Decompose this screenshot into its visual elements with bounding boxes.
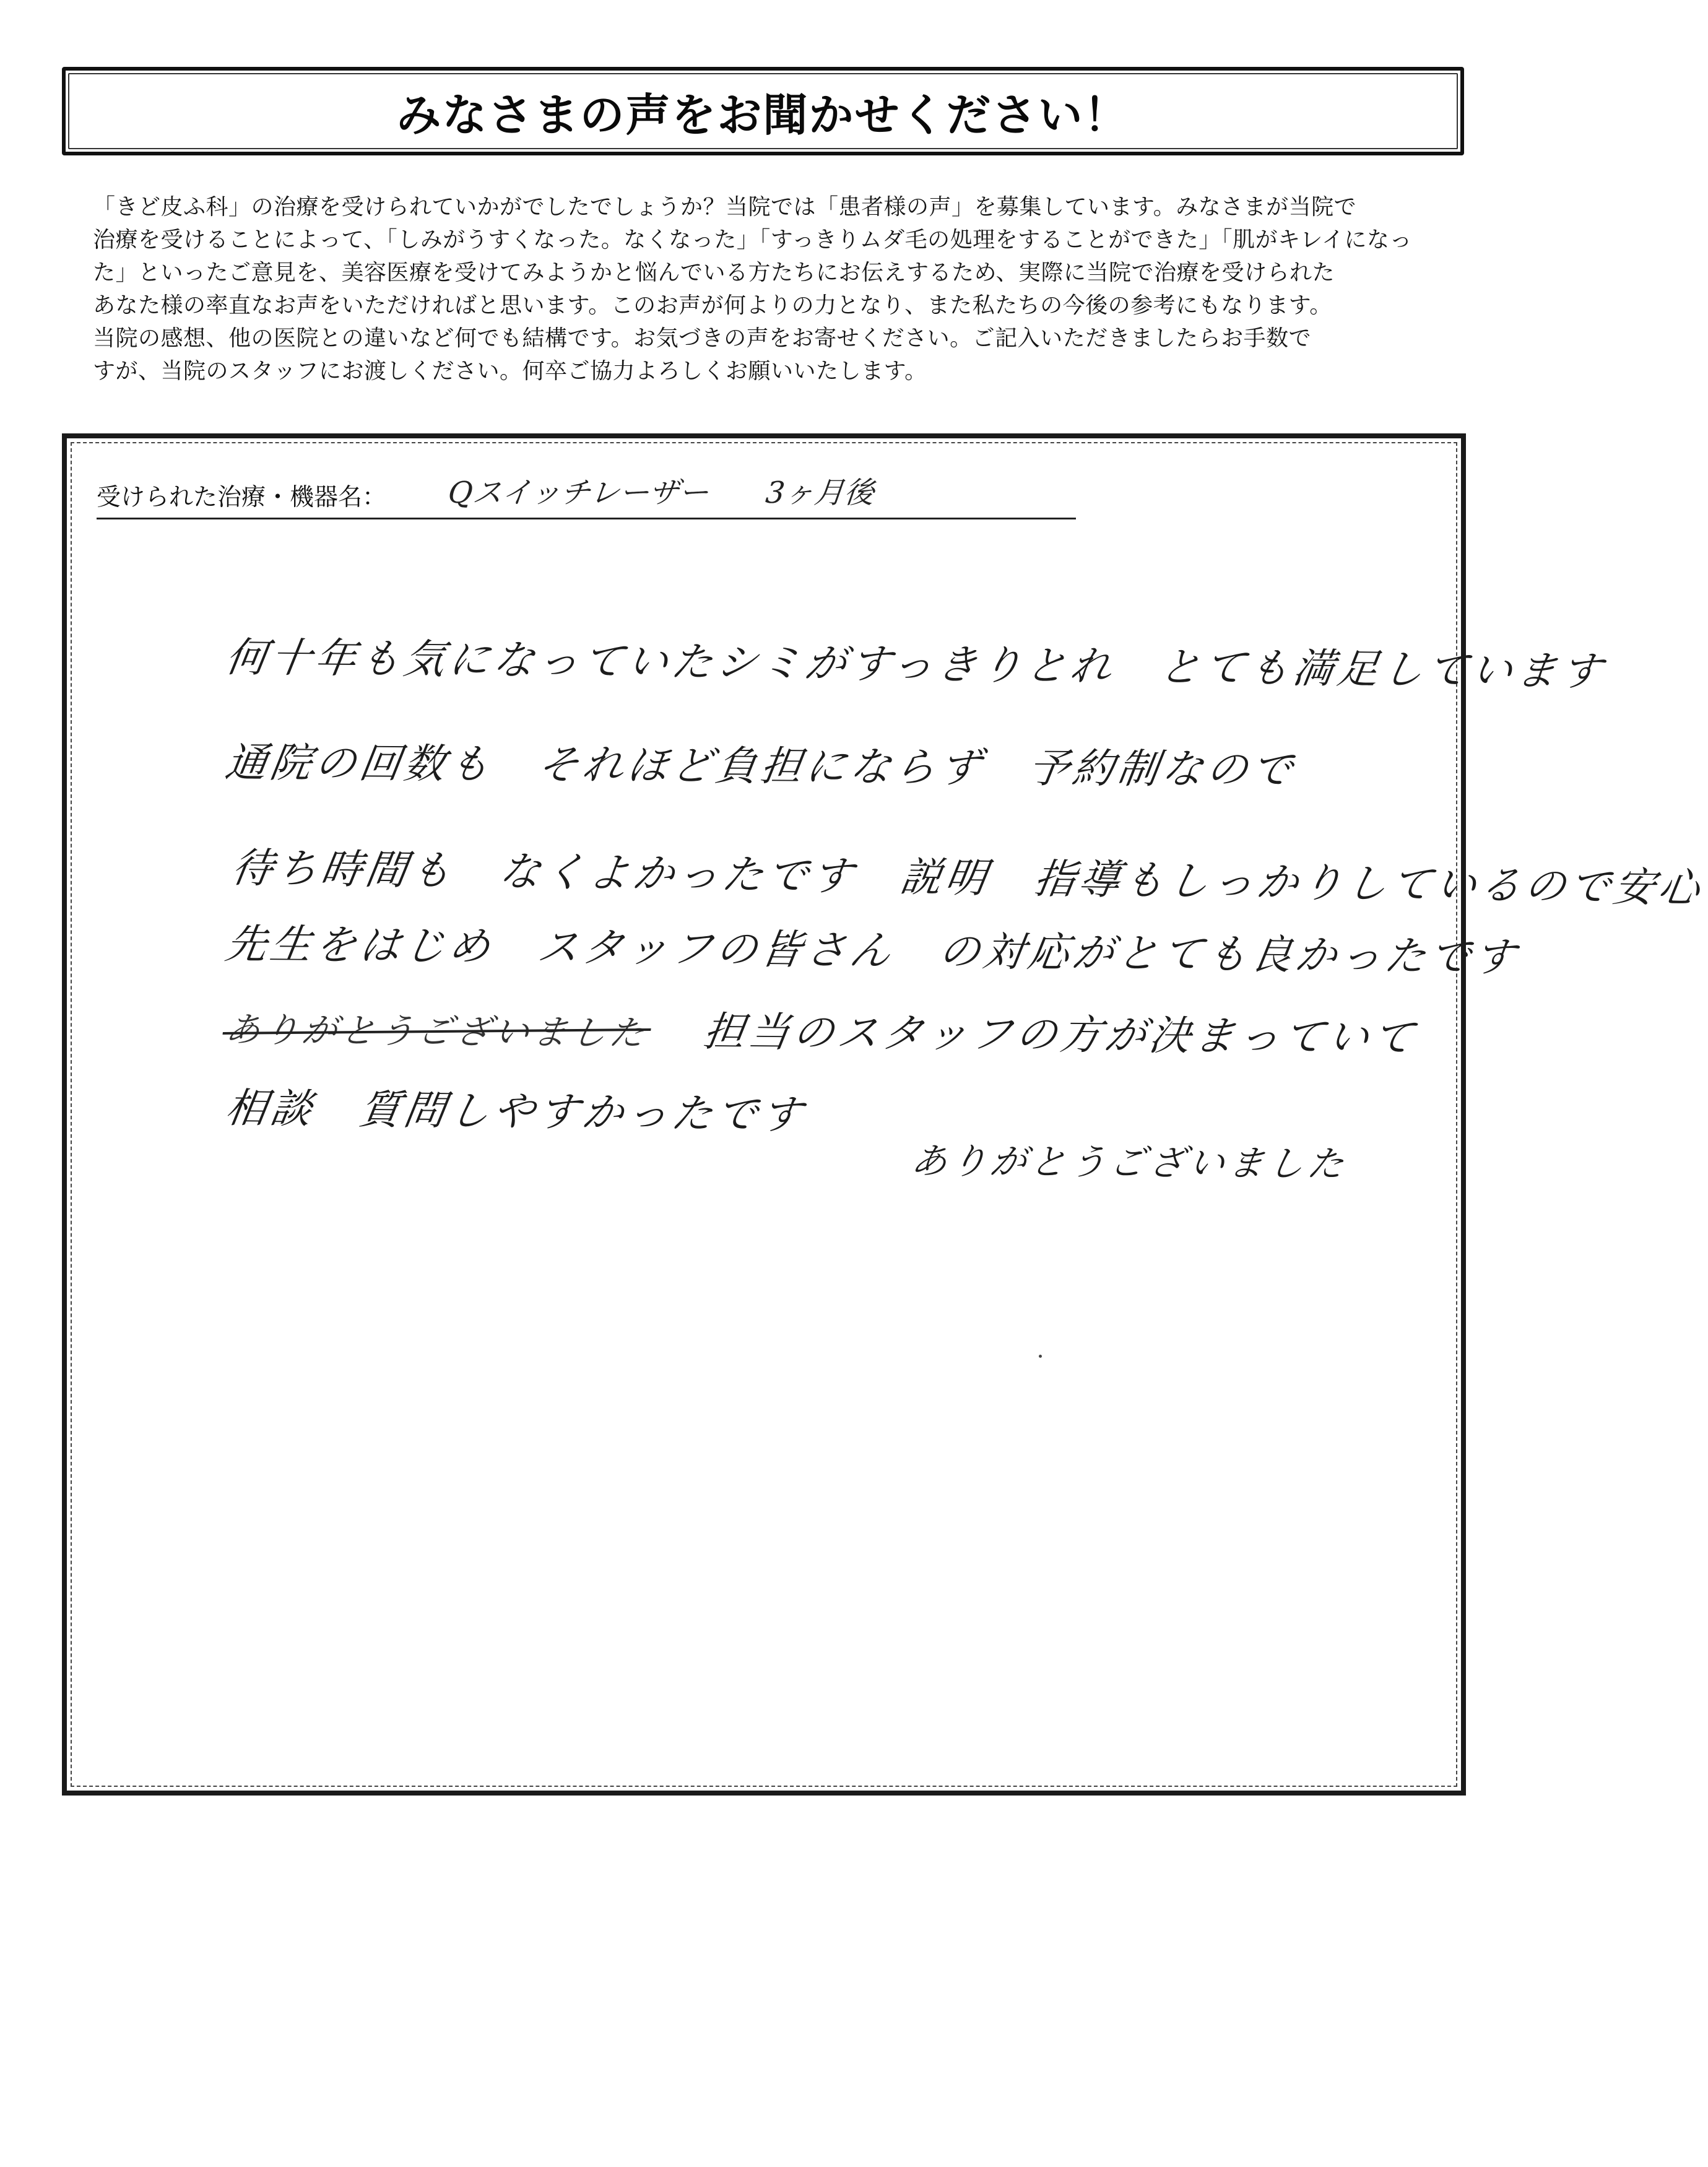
treatment-period: 3ヶ月後 bbox=[763, 476, 876, 510]
scan-speck bbox=[1039, 1355, 1042, 1358]
intro-line: 「きど皮ふ科」の治療を受けられていかがでしたでしょうか？当院では「患者様の声」を募集しています。みなさまが当院で bbox=[93, 194, 1357, 220]
intro-paragraph bbox=[93, 191, 1452, 388]
page-title: みなさまの声をお聞かせください！ bbox=[396, 89, 1130, 141]
struck-through-text: ありがとうございました bbox=[222, 1002, 652, 1056]
handwritten-line: 先生をはじめ スタッフの皆さん の対応がとても良かったです bbox=[222, 920, 1522, 981]
intro-line: すが、当院のスタッフにお渡しください。何卒ご協力よろしくお願いいたします。 bbox=[93, 358, 927, 384]
intro-line: あなた様の率直なお声をいただければと思います。このお声が何よりの力となり、また私たちの今後の参考にもなります。 bbox=[93, 293, 1332, 318]
treatment-value: Qスイッチレーザー bbox=[446, 476, 711, 510]
intro-line: 治療を受けることによって、「しみがうすくなった。なくなった」「すっきりムダ毛の処理をすることができた」「肌がキレイになっ bbox=[93, 227, 1412, 253]
treatment-field-row bbox=[97, 477, 1076, 519]
handwritten-line: 相談 質問しやすかったです bbox=[222, 1084, 809, 1139]
handwritten-closing: ありがとうございました bbox=[908, 1140, 1351, 1185]
response-box bbox=[62, 433, 1707, 1796]
intro-line: 当院の感想、他の医院との違いなど何でも結構です。お気づきの声をお寄せください。ご記入いただきましたらお手数で bbox=[93, 326, 1312, 351]
handwritten-line: 通院の回数も それほど負担にならず 予約制なので bbox=[222, 739, 1299, 794]
title-banner bbox=[62, 67, 1464, 155]
intro-line: た」といったご意見を、美容医療を受けてみようかと悩んでいる方たちにお伝えするため、実際に当院で治療を受けられた bbox=[93, 260, 1335, 285]
handwritten-line bbox=[222, 994, 1422, 1064]
handwritten-line-text: 担当のスタッフの方が決まっていて bbox=[700, 1007, 1421, 1062]
treatment-label: 受けられた治療・機器名： bbox=[97, 484, 387, 511]
handwritten-line: 何十年も気になっていたシミがすっきりとれ とても満足しています bbox=[222, 633, 1609, 696]
handwritten-line: 待ち時間も なくよかったです 説明 指導もしっかりしているので安心 bbox=[228, 844, 1707, 913]
